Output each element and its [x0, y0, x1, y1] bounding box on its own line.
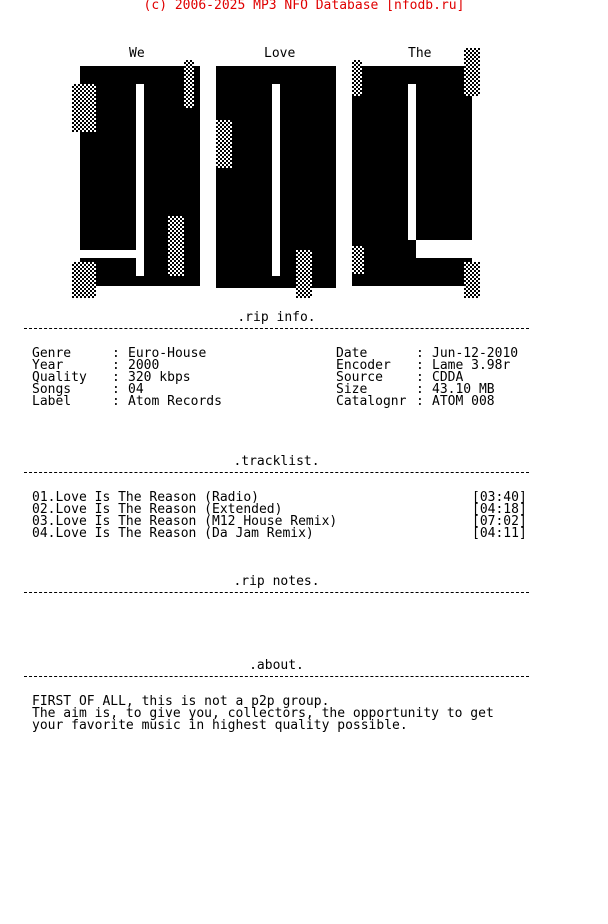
divider [24, 472, 529, 473]
info-label: Quality [32, 370, 87, 385]
info-colon: : [416, 358, 424, 373]
info-label: Genre [32, 346, 72, 361]
rip-notes-title: .rip notes. [233, 574, 320, 589]
logo-dither [72, 84, 96, 132]
logo-dither [216, 120, 232, 168]
logo-block-3-cut [416, 240, 472, 258]
about-line: FIRST OF ALL, this is not a p2p group. [32, 694, 330, 709]
logo-dither [168, 216, 184, 276]
track-time: [07:02] [472, 514, 527, 529]
info-value: 2000 [128, 358, 160, 373]
logo-dither [352, 246, 364, 274]
track-time: [04:11] [472, 526, 527, 541]
logo-block-3-slot [408, 84, 416, 240]
info-colon: : [416, 346, 424, 361]
info-colon: : [112, 370, 120, 385]
track-time: [04:18] [472, 502, 527, 517]
info-colon: : [416, 394, 424, 409]
divider [24, 328, 529, 329]
track-name: 02.Love Is The Reason (Extended) [32, 502, 283, 517]
about-line: The aim is, to give you, collectors, the opportunity to get [32, 706, 494, 721]
logo-dither [352, 60, 362, 96]
info-value: Lame 3.98r [432, 358, 511, 373]
info-value: 43.10 MB [432, 382, 495, 397]
logo-block-2-slot [272, 84, 280, 276]
info-label: Label [32, 394, 72, 409]
info-value: Atom Records [128, 394, 222, 409]
about-title: .about. [249, 658, 304, 673]
track-time: [03:40] [472, 490, 527, 505]
info-colon: : [112, 346, 120, 361]
logo-dither [184, 60, 194, 108]
divider [24, 676, 529, 677]
info-label: Songs [32, 382, 72, 397]
logo-block-1-slot [136, 84, 144, 276]
info-value: Jun-12-2010 [432, 346, 519, 361]
logo-dither [296, 250, 312, 298]
info-label: Size [336, 382, 368, 397]
track-name: 04.Love Is The Reason (Da Jam Remix) [32, 526, 314, 541]
track-name: 01.Love Is The Reason (Radio) [32, 490, 259, 505]
info-colon: : [416, 370, 424, 385]
info-label: Encoder [336, 358, 391, 373]
info-label: Date [336, 346, 368, 361]
info-value: ATOM 008 [432, 394, 495, 409]
info-value: Euro-House [128, 346, 207, 361]
info-label: Catalognr [336, 394, 407, 409]
about-line: your favorite music in highest quality possible. [32, 718, 408, 733]
logo-dither [464, 48, 480, 96]
info-value: CDDA [432, 370, 464, 385]
info-label: Year [32, 358, 64, 373]
logo-word-we: We [129, 46, 145, 61]
divider [24, 592, 529, 593]
logo-word-the: The [408, 46, 432, 61]
info-colon: : [112, 382, 120, 397]
logo-dither [72, 262, 96, 298]
info-label: Source [336, 370, 383, 385]
rip-info-title: .rip info. [237, 310, 316, 325]
logo-dither [464, 262, 480, 298]
info-colon: : [416, 382, 424, 397]
tracklist-title: .tracklist. [233, 454, 320, 469]
info-colon: : [112, 358, 120, 373]
info-colon: : [112, 394, 120, 409]
copyright-line: (c) 2006-2025 MP3 NFO Database [nfodb.ru] [143, 0, 465, 13]
info-value: 04 [128, 382, 144, 397]
logo-word-love: Love [264, 46, 296, 61]
track-name: 03.Love Is The Reason (M12 House Remix) [32, 514, 338, 529]
logo-block-1-notch [80, 250, 144, 258]
info-value: 320 kbps [128, 370, 191, 385]
